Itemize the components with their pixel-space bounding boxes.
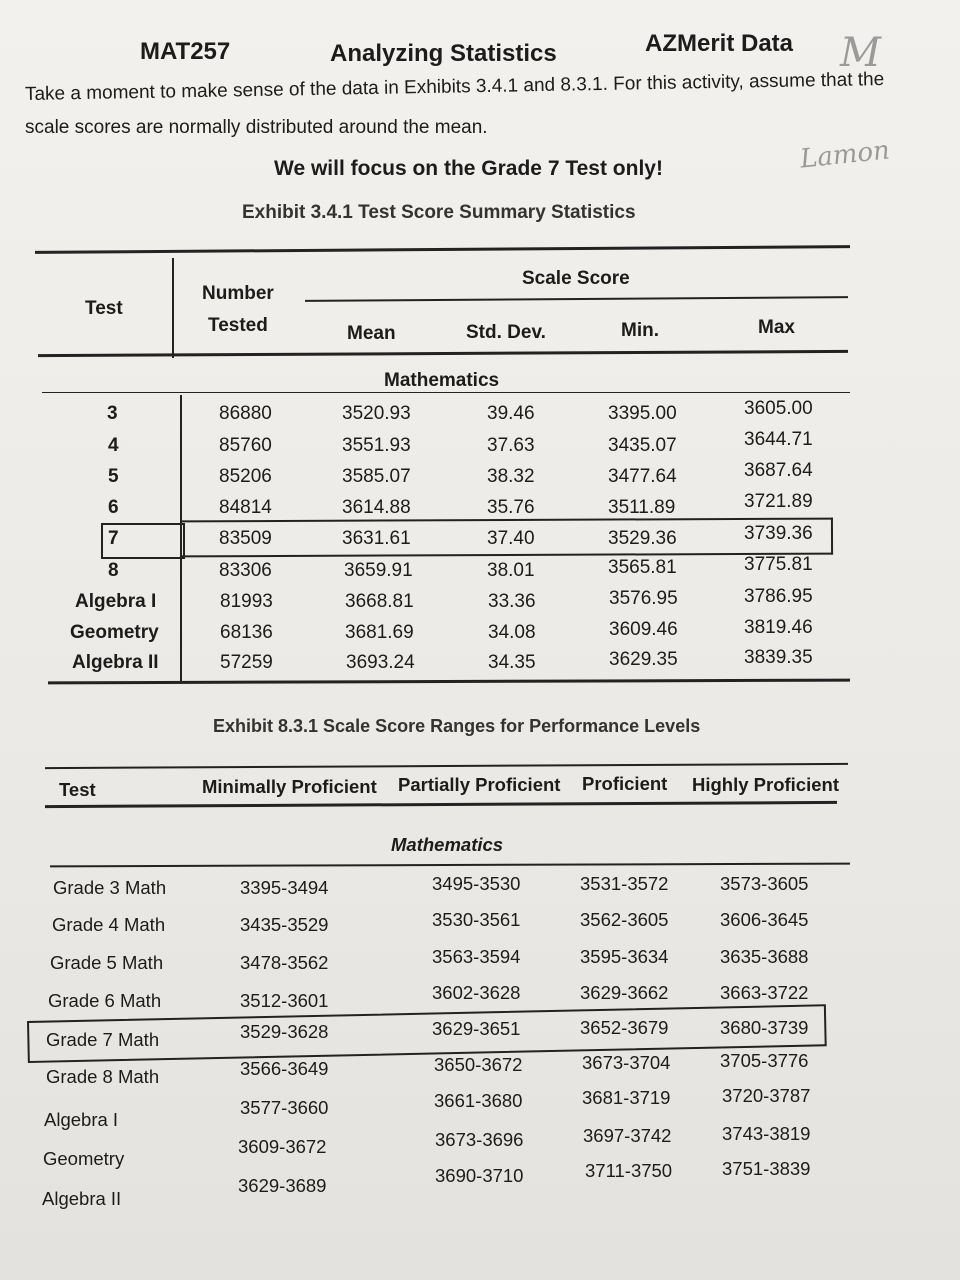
cell-number: 83306	[219, 560, 272, 581]
cell-test: Grade 7 Math	[46, 1029, 160, 1050]
cell-mean: 3668.81	[345, 591, 414, 612]
cell-minimally: 3566-3649	[240, 1058, 329, 1079]
cell-highly: 3705-3776	[720, 1050, 809, 1071]
grade7-test-highlight-box	[101, 523, 185, 559]
cell-std: 37.40	[487, 528, 535, 549]
cell-number: 85206	[219, 466, 272, 487]
focus-text: We will focus on the Grade 7 Test only!	[274, 157, 663, 180]
table-row	[0, 460, 960, 497]
cell-std: 38.01	[487, 560, 535, 581]
cell-highly: 3680-3739	[720, 1017, 809, 1038]
cell-proficient: 3652-3679	[580, 1017, 669, 1038]
cell-minimally: 3395-3494	[240, 877, 329, 898]
cell-max: 3739.36	[744, 523, 813, 544]
cell-std: 38.32	[487, 466, 535, 487]
table-row	[0, 554, 960, 591]
cell-proficient: 3531-3572	[580, 873, 669, 894]
cell-partially: 3661-3680	[434, 1090, 523, 1111]
col-test: Test	[59, 779, 96, 800]
cell-minimally: 3609-3672	[238, 1136, 327, 1157]
cell-minimally: 3512-3601	[240, 990, 329, 1011]
cell-proficient: 3673-3704	[582, 1052, 671, 1073]
cell-test: 7	[108, 528, 119, 549]
table1-header-divider	[172, 258, 174, 358]
cell-test: Algebra I	[44, 1109, 119, 1130]
cell-min: 3529.36	[608, 528, 677, 549]
cell-min: 3435.07	[608, 435, 677, 456]
table-row	[0, 647, 960, 683]
cell-mean: 3681.69	[345, 622, 414, 643]
exhibit1-title: Exhibit 3.4.1 Test Score Summary Statistics	[242, 202, 636, 223]
table2-top-rule	[45, 763, 848, 769]
table2-header-rule	[45, 801, 837, 808]
cell-number: 86880	[219, 403, 272, 424]
cell-number: 83509	[219, 528, 272, 549]
cell-minimally: 3529-3628	[240, 1021, 329, 1042]
cell-test: Geometry	[70, 622, 159, 643]
cell-mean: 3659.91	[344, 560, 413, 581]
cell-number: 57259	[220, 652, 273, 673]
cell-test: Grade 3 Math	[53, 877, 167, 898]
data-title: AZMerit Data	[645, 30, 794, 57]
cell-partially: 3602-3628	[432, 982, 521, 1003]
cell-std: 35.76	[487, 497, 535, 518]
cell-partially: 3650-3672	[434, 1054, 523, 1075]
cell-max: 3819.46	[744, 617, 813, 638]
cell-highly: 3751-3839	[722, 1158, 811, 1179]
section-mathematics: Mathematics	[384, 370, 500, 391]
handwritten-initials: M	[840, 30, 881, 76]
cell-max: 3644.71	[744, 429, 813, 450]
cell-max: 3687.64	[744, 460, 813, 481]
table1-header-rule	[38, 350, 848, 357]
col-mean: Mean	[347, 323, 396, 344]
cell-std: 34.35	[488, 652, 536, 673]
worksheet-title: Analyzing Statistics	[330, 40, 557, 67]
cell-number: 68136	[220, 622, 273, 643]
cell-test: Grade 8 Math	[46, 1066, 160, 1087]
cell-max: 3775.81	[744, 554, 813, 575]
cell-minimally: 3629-3689	[238, 1175, 327, 1196]
section-mathematics: Mathematics	[391, 834, 504, 855]
cell-test: Grade 6 Math	[48, 990, 162, 1011]
cell-max: 3605.00	[744, 398, 813, 419]
cell-number: 81993	[220, 591, 273, 612]
cell-number: 84814	[219, 497, 272, 518]
cell-number: 85760	[219, 435, 272, 456]
intro-text-line2: scale scores are normally distributed around the mean.	[25, 117, 488, 138]
cell-proficient: 3595-3634	[580, 946, 669, 967]
table-row	[0, 586, 960, 622]
col-test: Test	[85, 298, 123, 319]
cell-test: Geometry	[43, 1148, 125, 1169]
cell-mean: 3520.93	[342, 403, 411, 424]
cell-max: 3786.95	[744, 586, 813, 607]
cell-proficient: 3697-3742	[583, 1125, 672, 1146]
col-number: Number	[202, 283, 274, 304]
section-rule	[42, 392, 850, 393]
col-max: Max	[758, 317, 795, 338]
col-proficient: Proficient	[582, 773, 668, 794]
cell-max: 3721.89	[744, 491, 813, 512]
cell-min: 3576.95	[609, 588, 678, 609]
cell-std: 39.46	[487, 403, 535, 424]
cell-partially: 3530-3561	[432, 909, 521, 930]
cell-mean: 3693.24	[346, 652, 415, 673]
cell-minimally: 3478-3562	[240, 952, 329, 973]
cell-test: 4	[108, 435, 119, 456]
exhibit2-title: Exhibit 8.3.1 Scale Score Ranges for Performance Levels	[213, 716, 701, 736]
cell-test: 6	[108, 497, 119, 518]
cell-test: 5	[108, 466, 119, 487]
cell-min: 3477.64	[608, 466, 677, 487]
cell-std: 37.63	[487, 435, 535, 456]
cell-highly: 3743-3819	[722, 1123, 811, 1144]
cell-minimally: 3577-3660	[240, 1097, 329, 1118]
col-min: Min.	[621, 320, 659, 341]
cell-min: 3609.46	[609, 619, 678, 640]
section-rule	[50, 863, 850, 868]
cell-min: 3511.89	[608, 497, 676, 518]
cell-test: Algebra II	[72, 652, 159, 673]
cell-mean: 3631.61	[342, 528, 411, 549]
cell-mean: 3551.93	[342, 435, 411, 456]
col-highly-proficient: Highly Proficient	[692, 774, 839, 795]
table-row	[0, 617, 960, 653]
cell-highly: 3720-3787	[722, 1085, 811, 1106]
cell-minimally: 3435-3529	[240, 914, 329, 935]
table1-top-rule	[35, 245, 850, 254]
cell-highly: 3573-3605	[720, 873, 809, 894]
col-minimally-proficient: Minimally Proficient	[202, 776, 377, 797]
cell-partially: 3563-3594	[432, 946, 521, 967]
col-scale-score: Scale Score	[522, 268, 630, 289]
handwritten-name: Lamon	[798, 135, 892, 175]
cell-test: Algebra II	[42, 1188, 122, 1209]
col-tested: Tested	[208, 315, 268, 336]
col-partially-proficient: Partially Proficient	[398, 774, 561, 795]
intro-text-line1: Take a moment to make sense of the data in Exhibits 3.4.1 and 8.3.1. For this activity, assume that the	[24, 69, 885, 105]
cell-std: 33.36	[488, 591, 536, 612]
cell-proficient: 3681-3719	[582, 1087, 671, 1108]
cell-test: Grade 5 Math	[50, 952, 164, 973]
cell-highly: 3635-3688	[720, 946, 809, 967]
cell-proficient: 3629-3662	[580, 982, 669, 1003]
cell-max: 3839.35	[744, 647, 813, 668]
cell-test: 3	[107, 403, 118, 424]
cell-min: 3629.35	[609, 649, 678, 670]
cell-highly: 3663-3722	[720, 982, 809, 1003]
grade7-row-highlight-box	[181, 518, 833, 558]
cell-test: Grade 4 Math	[52, 914, 166, 935]
cell-partially: 3629-3651	[432, 1018, 521, 1039]
table1-scale-rule	[305, 296, 848, 302]
cell-partially: 3690-3710	[435, 1165, 524, 1186]
cell-test: 8	[108, 560, 119, 581]
cell-mean: 3585.07	[342, 466, 411, 487]
course-code: MAT257	[140, 38, 231, 65]
cell-proficient: 3562-3605	[580, 909, 669, 930]
cell-highly: 3606-3645	[720, 909, 809, 930]
cell-std: 34.08	[488, 622, 536, 643]
cell-min: 3565.81	[608, 557, 677, 578]
cell-partially: 3673-3696	[435, 1129, 524, 1150]
cell-proficient: 3711-3750	[585, 1160, 673, 1181]
cell-mean: 3614.88	[342, 497, 411, 518]
cell-partially: 3495-3530	[432, 873, 521, 894]
col-std-dev: Std. Dev.	[466, 322, 546, 343]
table-row	[0, 398, 960, 434]
table-row	[0, 429, 960, 466]
cell-test: Algebra I	[75, 591, 157, 612]
cell-min: 3395.00	[608, 403, 677, 424]
